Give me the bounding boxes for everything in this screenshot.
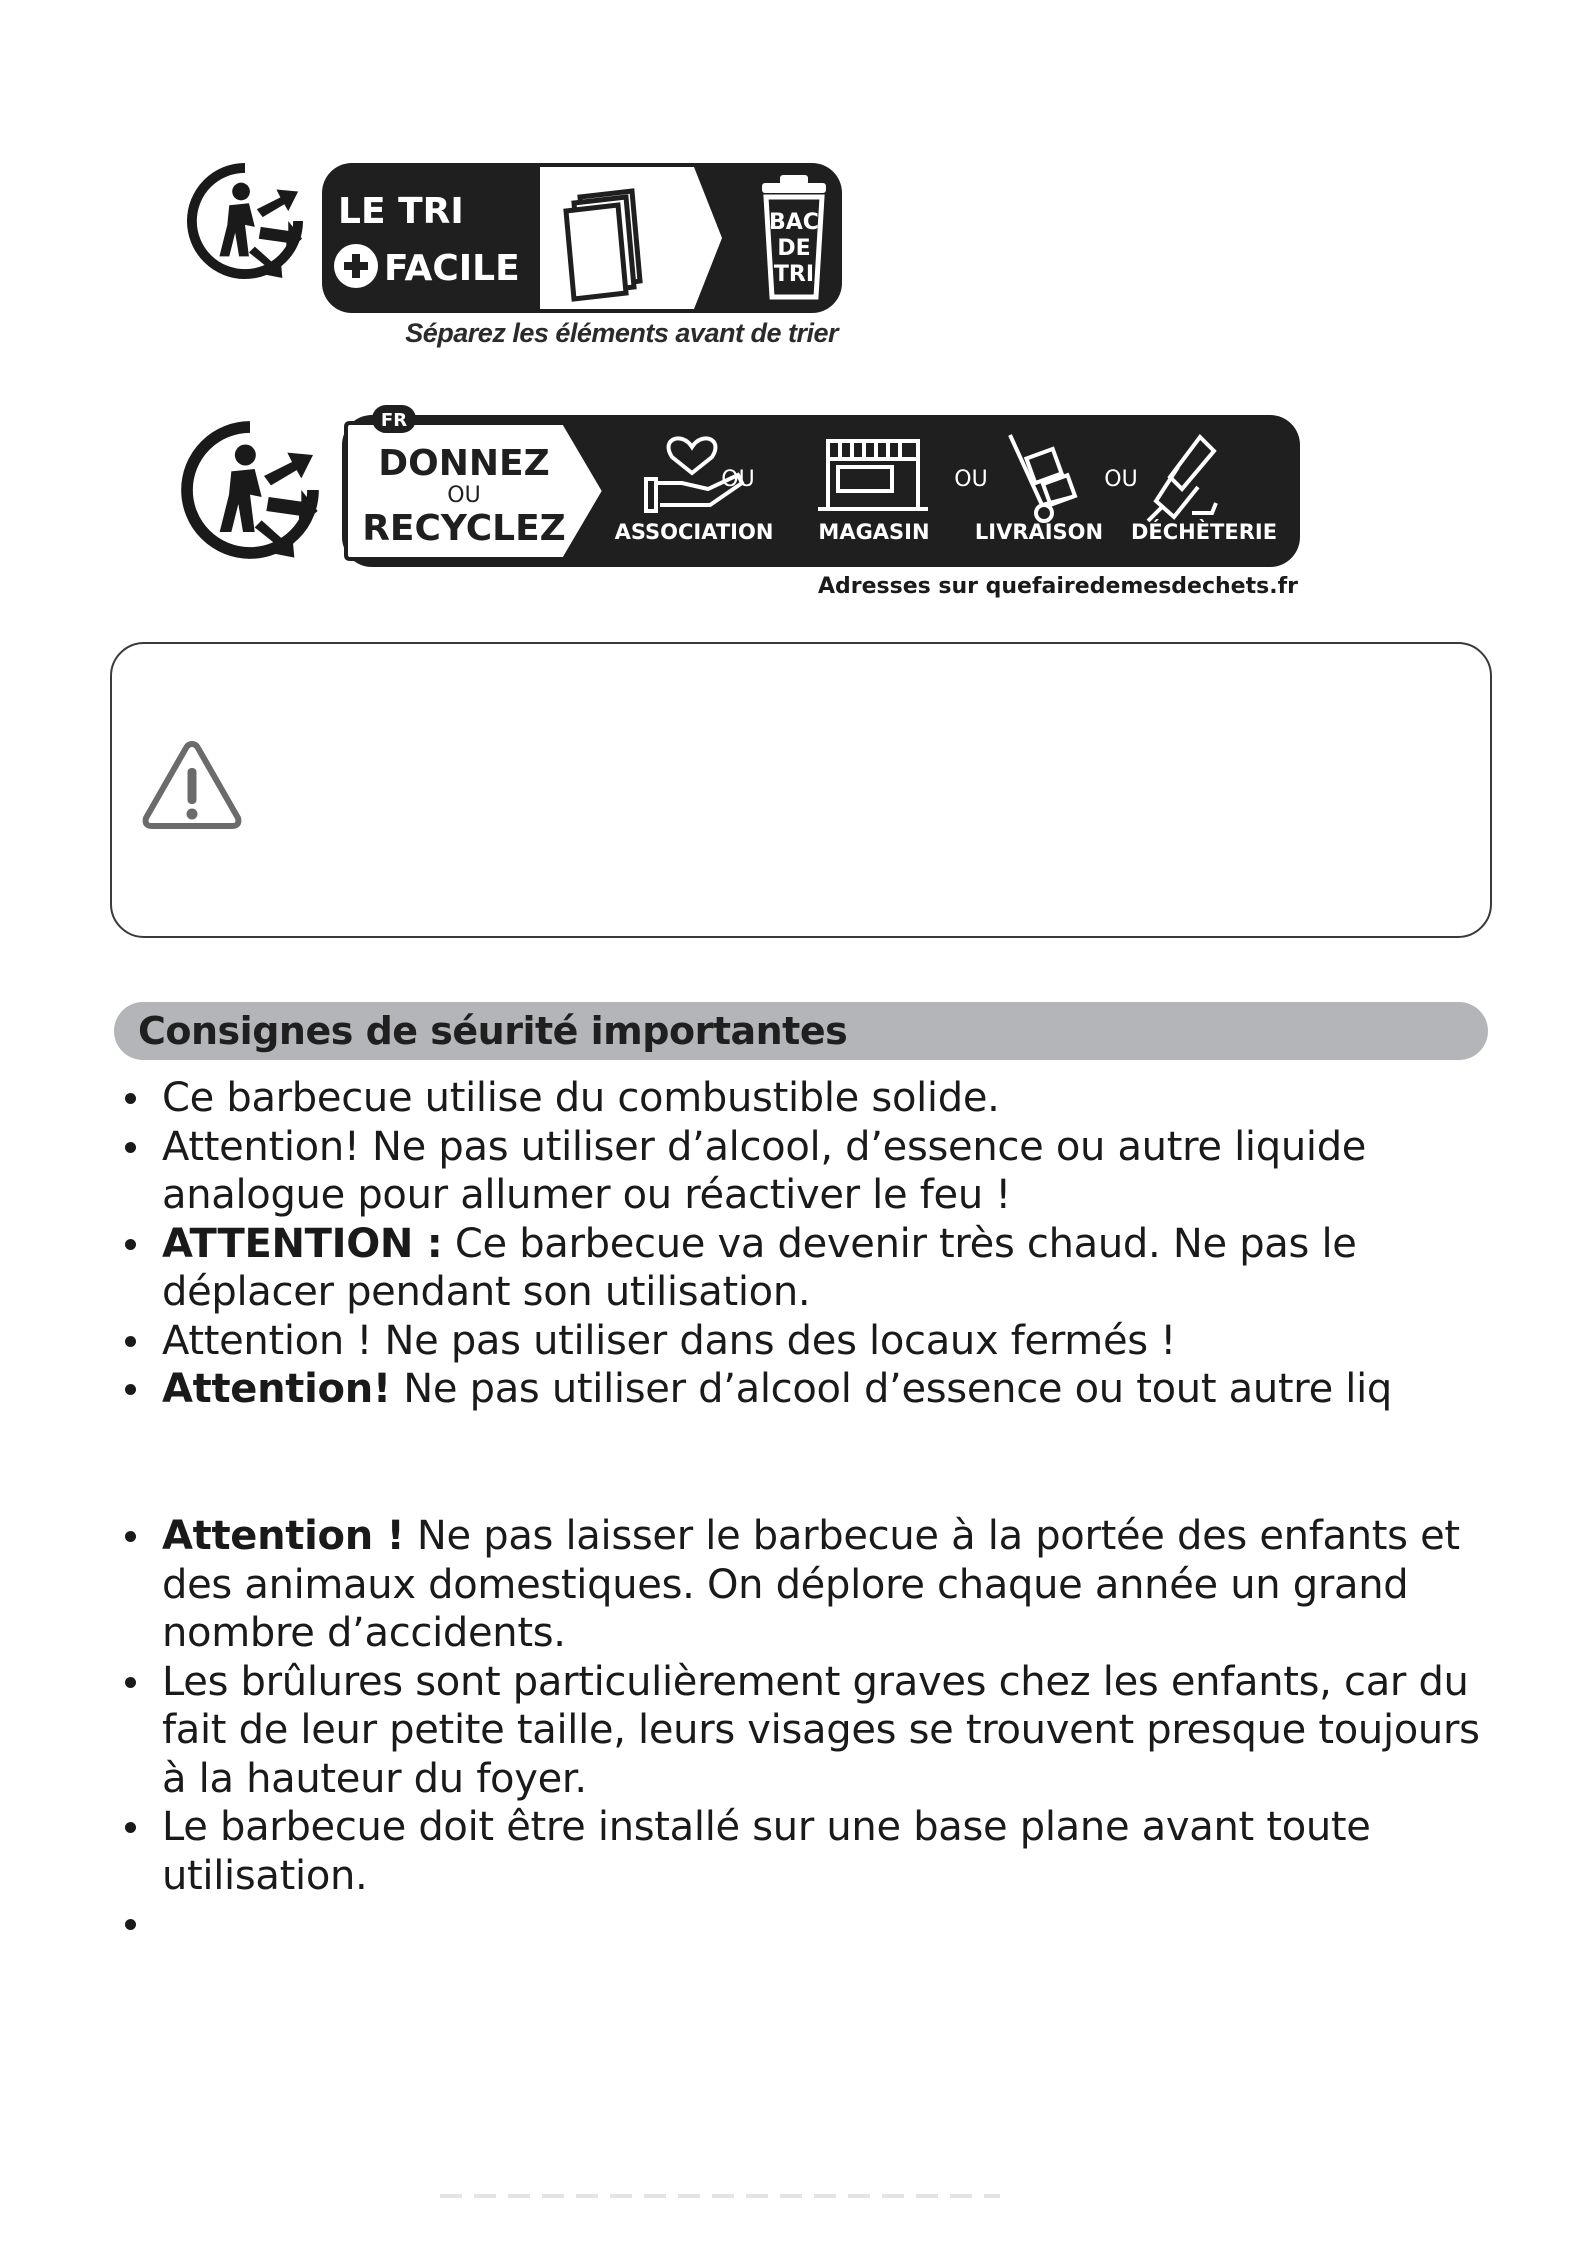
triman-recycling-icon-2 bbox=[180, 420, 320, 560]
ou-separator-2: OU bbox=[954, 467, 988, 492]
warning-box bbox=[110, 642, 1492, 938]
list-item: Les brûlures sont particulièrement graves chez les enfants, car du fait de leur petite taille, leurs visages se trouvent presque toujours à la hauteur du foyer. bbox=[118, 1658, 1498, 1804]
list-item: Attention! Ne pas utiliser d’alcool, d’essence ou autre liquide analogue pour allumer ou réactiver le feu ! bbox=[118, 1123, 1498, 1220]
safety-list-1 bbox=[118, 1074, 1498, 1414]
list-item: Attention ! Ne pas laisser le barbecue à la portée des enfants et des animaux domestiques. On déplore chaque année un grand nombre d’accidents. bbox=[118, 1512, 1498, 1658]
donnez-recyclez-banner bbox=[342, 405, 1300, 567]
ou-text: OU bbox=[447, 483, 481, 508]
scan-artifact bbox=[440, 2194, 1000, 2198]
section-title: Consignes de séurité importantes bbox=[114, 1002, 1488, 1060]
safety-list-2 bbox=[118, 1512, 1498, 1949]
adresses-caption: Adresses sur quefairedemesdechets.fr bbox=[817, 574, 1298, 599]
tri-text: TRI bbox=[773, 262, 815, 287]
donnez-text: DONNEZ bbox=[378, 443, 550, 484]
option-livraison: LIVRAISON bbox=[974, 520, 1104, 544]
paper-icon bbox=[566, 191, 640, 299]
list-item: Attention ! Ne pas utiliser dans des locaux fermés ! bbox=[118, 1317, 1498, 1366]
bac-text: BAC bbox=[769, 210, 819, 235]
le-tri-facile-banner bbox=[322, 163, 842, 313]
ou-separator-1: OU bbox=[721, 467, 755, 492]
list-item bbox=[118, 1900, 1498, 1949]
warning-triangle-icon bbox=[140, 738, 244, 834]
list-item: ATTENTION : Ce barbecue va devenir très chaud. Ne pas le déplacer pendant son utilisation. bbox=[118, 1220, 1498, 1317]
facile-text: FACILE bbox=[384, 248, 520, 289]
separez-caption: Séparez les éléments avant de trier bbox=[405, 318, 838, 348]
le-tri-text: LE TRI bbox=[338, 191, 464, 232]
option-decheterie: DÉCHÈTERIE bbox=[1130, 520, 1278, 544]
de-text: DE bbox=[777, 236, 811, 261]
list-item: Le barbecue doit être installé sur une base plane avant toute utilisation. bbox=[118, 1803, 1498, 1900]
list-item: Ce barbecue utilise du combustible solide. bbox=[118, 1074, 1498, 1123]
option-association: ASSOCIATION bbox=[614, 520, 774, 544]
ou-separator-3: OU bbox=[1104, 467, 1138, 492]
option-magasin: MAGASIN bbox=[818, 520, 930, 544]
recyclez-text: RECYCLEZ bbox=[362, 508, 566, 549]
list-item: Attention! Ne pas utiliser d’alcool d’essence ou tout autre liq bbox=[118, 1365, 1498, 1414]
fr-badge: FR bbox=[380, 410, 408, 431]
triman-recycling-icon bbox=[186, 162, 304, 280]
